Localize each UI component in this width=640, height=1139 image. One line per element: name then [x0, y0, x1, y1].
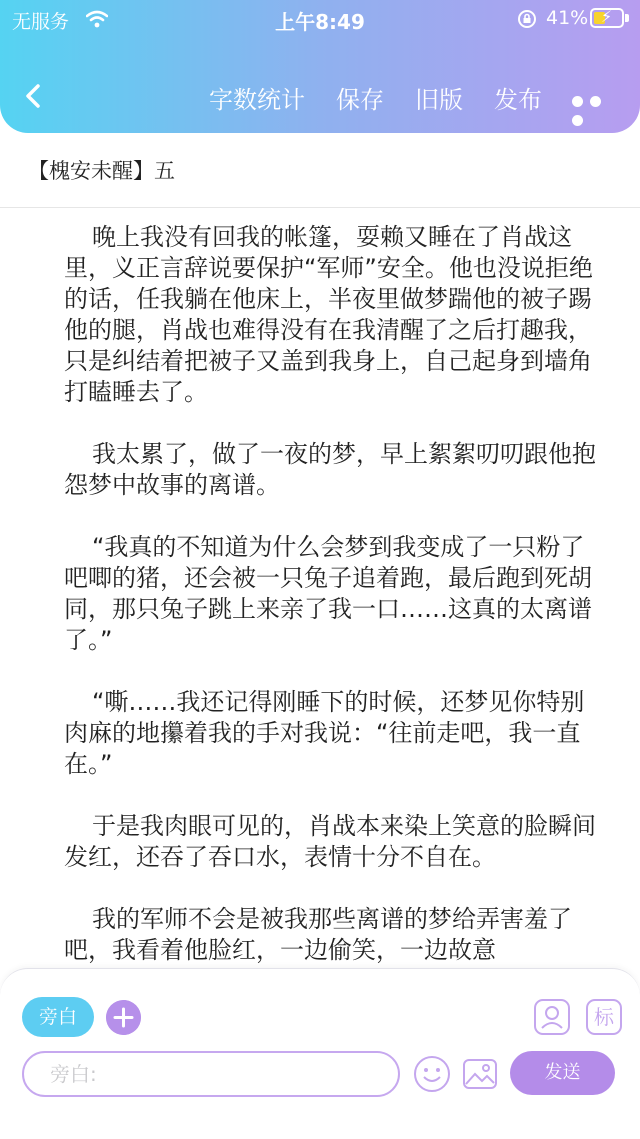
- carrier-label: 无服务: [12, 11, 70, 33]
- emoji-icon[interactable]: [413, 1055, 451, 1093]
- battery-tip: [625, 14, 629, 22]
- tag-icon[interactable]: 标: [586, 999, 622, 1035]
- bolt-icon: ⚡: [601, 7, 613, 26]
- battery-percent: 41%: [546, 7, 589, 29]
- chapter-title[interactable]: 【槐安未醒】五: [28, 159, 175, 183]
- message-input[interactable]: [22, 1051, 400, 1097]
- plus-icon[interactable]: [106, 1000, 141, 1035]
- status-bar: [0, 0, 640, 40]
- nav-bar: [0, 70, 640, 120]
- paragraph: 晚上我没有回我的帐篷，耍赖又睡在了肖战这里，义正言辞说要保护“军师”安全。他也没说拒绝的话，任我躺在他床上，半夜里做梦踹他的被子踢他的腿，肖战也难得没有在我清醒了之后打趣我，只是纠结着把被子又盖到我身上，自己起身到墙角打瞌睡去了。: [64, 223, 593, 406]
- save-button[interactable]: 保存: [336, 86, 384, 114]
- paragraph: 于是我肉眼可见的，肖战本来染上笑意的脸瞬间发红，还吞了吞口水，表情十分不自在。: [64, 812, 596, 871]
- word-count-button[interactable]: 字数统计: [209, 86, 305, 114]
- battery-charging-icon: [590, 8, 624, 28]
- paragraph: 我的军师不会是被我那些离谱的梦给弄害羞了吧，我看着他脸红，一边偷笑，一边故意: [64, 905, 572, 964]
- role-card-icon[interactable]: [534, 999, 570, 1035]
- send-button[interactable]: 发送: [510, 1051, 615, 1095]
- paragraph: 我太累了，做了一夜的梦，早上絮絮叨叨跟他抱怨梦中故事的离谱。: [64, 440, 596, 499]
- clock: 上午8:49: [275, 10, 365, 34]
- person-icon: [536, 1001, 568, 1033]
- paragraph: “我真的不知道为什么会梦到我变成了一只粉了吧唧的猪，还会被一只兔子追着跑，最后跑到死胡同，那只兔子跳上来亲了我一口……这真的太离谱了。”: [64, 533, 592, 654]
- top-header: [0, 0, 640, 133]
- chapter-body[interactable]: [64, 222, 600, 972]
- rotation-lock-icon: [517, 9, 537, 29]
- divider: [0, 207, 640, 208]
- image-icon[interactable]: [462, 1056, 498, 1092]
- composer-panel: [0, 968, 640, 1139]
- more-dots-icon[interactable]: [572, 92, 622, 104]
- paragraph: “嘶……我还记得刚睡下的时候，还梦见你特别肉麻的地攥着我的手对我说：“往前走吧，我一直在。”: [64, 688, 585, 778]
- publish-button[interactable]: 发布: [494, 86, 542, 114]
- chevron-left-icon[interactable]: [22, 82, 44, 110]
- narration-chip[interactable]: 旁白: [22, 997, 94, 1037]
- old-version-button[interactable]: 旧版: [415, 86, 463, 114]
